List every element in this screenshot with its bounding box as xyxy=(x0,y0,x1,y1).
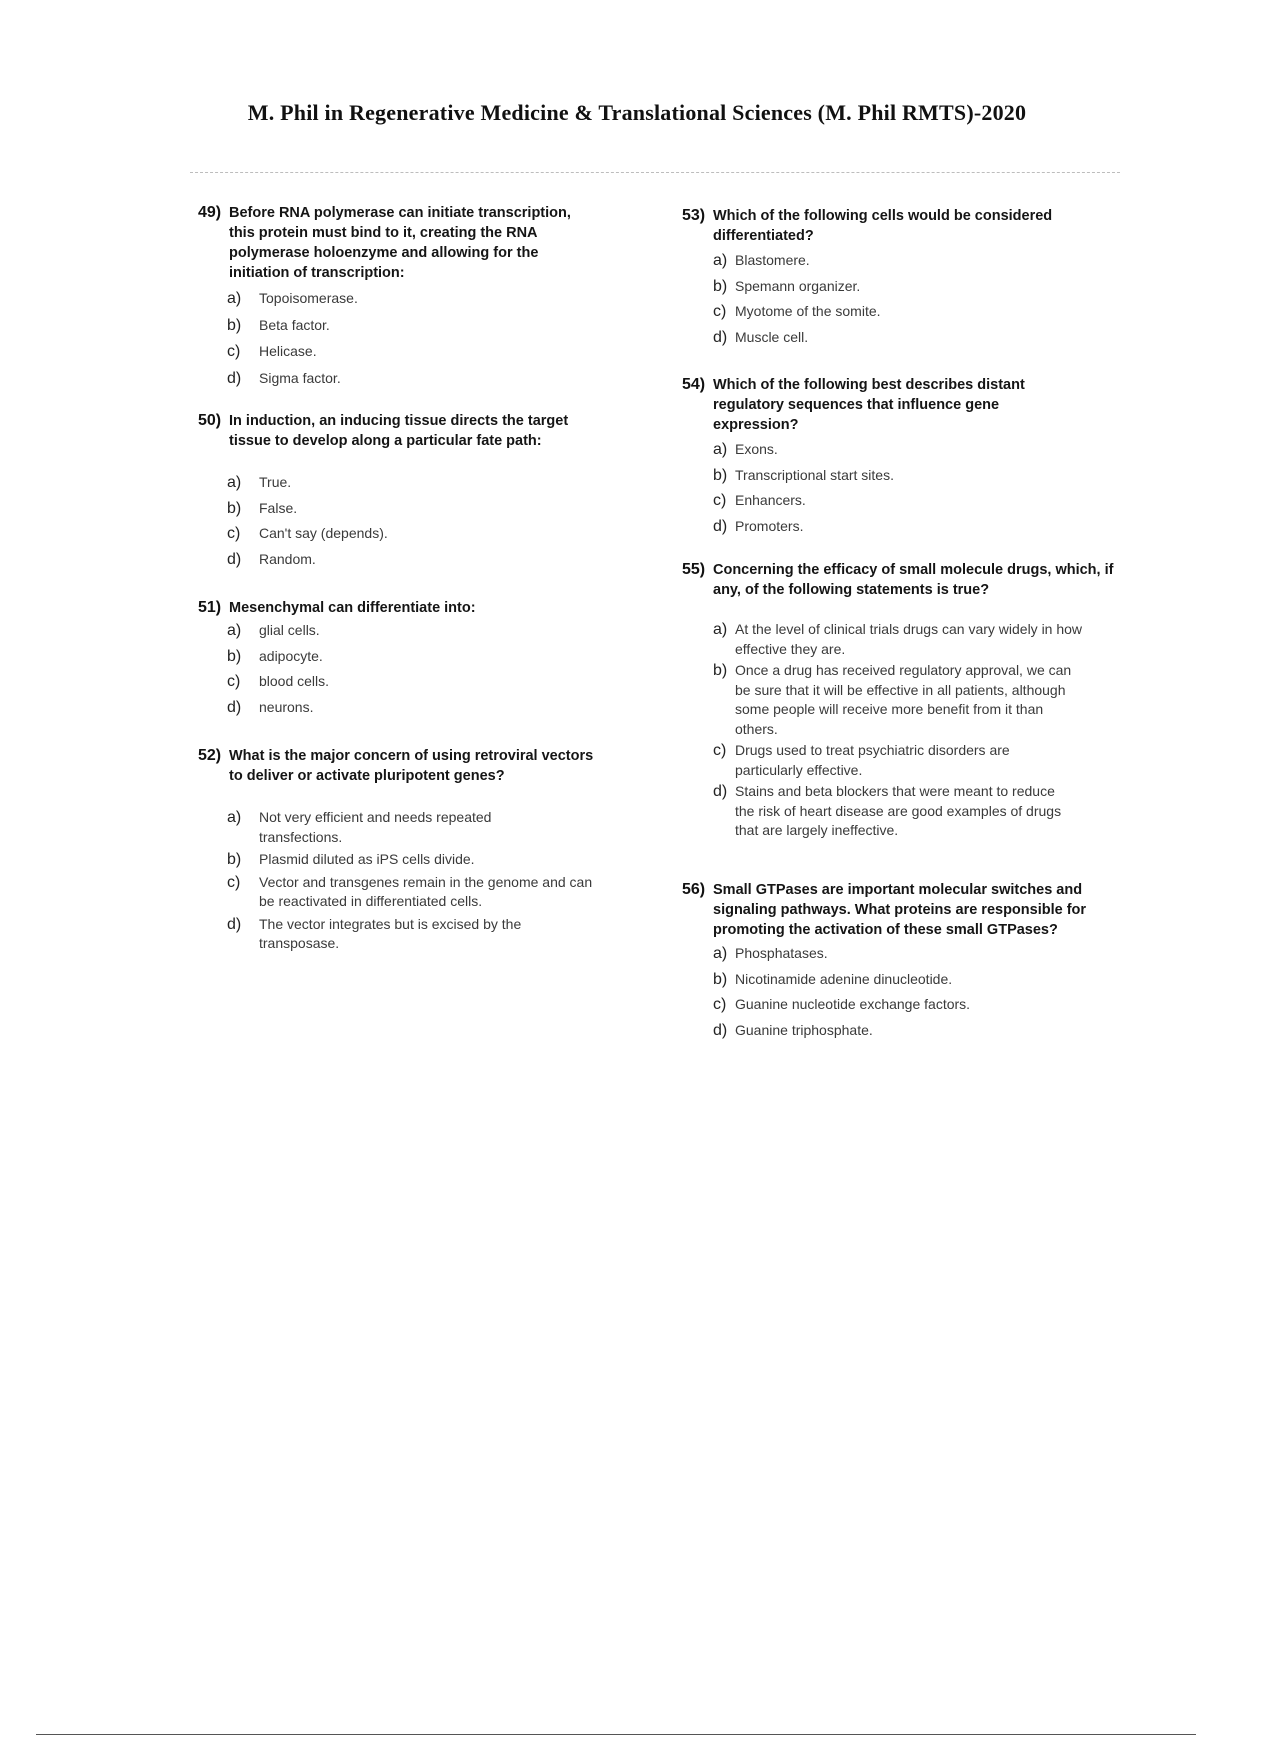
option-letter: c) xyxy=(713,996,727,1013)
option-letter: c) xyxy=(227,873,241,891)
option-text: True. xyxy=(259,474,292,490)
option-letter: b) xyxy=(227,851,242,868)
option-text: Vector and transgenes remain in the genome and can be reactivated in differentiated cells. xyxy=(259,873,593,909)
option-letter: c) xyxy=(227,525,241,542)
question-50 xyxy=(198,411,618,569)
option-letter: d) xyxy=(713,328,728,346)
option-b[interactable] xyxy=(227,316,618,336)
option-letter: a) xyxy=(713,621,728,638)
header-divider xyxy=(190,172,1120,173)
option-letter: a) xyxy=(713,945,728,962)
option-letter: a) xyxy=(227,809,242,826)
option-letter: c) xyxy=(713,303,727,320)
question-text: Mesenchymal can differentiate into: xyxy=(229,600,476,616)
option-letter: a) xyxy=(227,474,242,491)
option-c[interactable] xyxy=(227,524,618,544)
option-c[interactable] xyxy=(227,672,618,692)
question-53 xyxy=(682,206,1122,347)
option-letter: c) xyxy=(227,673,241,690)
footer-divider xyxy=(36,1734,1196,1735)
option-d[interactable] xyxy=(713,1021,1122,1041)
option-d[interactable] xyxy=(713,782,1122,841)
option-b[interactable] xyxy=(227,499,618,519)
question-text: Small GTPases are important molecular switches and signaling pathways. What proteins are responsible for promoting the activation of these small GTPases? xyxy=(713,882,1087,938)
option-text: Guanine nucleotide exchange factors. xyxy=(735,996,971,1012)
question-text: Which of the following cells would be considered differentiated? xyxy=(713,208,1053,244)
option-list xyxy=(682,944,1122,1040)
option-letter: d) xyxy=(713,517,728,535)
question-text: What is the major concern of using retroviral vectors to deliver or activate pluripotent genes? xyxy=(229,748,594,784)
question-number: 56) xyxy=(682,881,706,898)
option-text: Promoters. xyxy=(735,517,804,534)
option-letter: a) xyxy=(227,622,242,639)
option-letter: d) xyxy=(227,698,242,716)
page-title: M. Phil in Regenerative Medicine & Translational Sciences (M. Phil RMTS)-2020 xyxy=(247,100,1027,125)
option-letter: a) xyxy=(227,290,242,307)
option-text: Stains and beta blockers that were meant to reduce the risk of heart disease are good examples of drugs that are largely ineffective. xyxy=(735,783,1062,838)
option-text: Phosphatases. xyxy=(735,945,828,961)
option-list xyxy=(682,620,1122,841)
option-text: Transcriptional start sites. xyxy=(735,466,894,483)
option-d[interactable] xyxy=(713,328,1122,348)
option-list xyxy=(682,440,1122,536)
option-text: Muscle cell. xyxy=(735,328,809,345)
option-list xyxy=(682,251,1122,347)
option-list xyxy=(198,621,618,717)
question-number: 55) xyxy=(682,561,706,578)
question-text: In induction, an inducing tissue directs the target tissue to develop along a particular fate path: xyxy=(229,413,569,449)
option-c[interactable] xyxy=(713,491,1122,511)
option-a[interactable] xyxy=(713,251,1122,271)
option-letter: b) xyxy=(713,662,728,679)
option-text: Drugs used to treat psychiatric disorders are particularly effective. xyxy=(735,742,1010,778)
option-a[interactable] xyxy=(227,473,618,493)
question-text: Which of the following best describes distant regulatory sequences that influence gene expression? xyxy=(713,377,1025,433)
option-d[interactable] xyxy=(227,915,618,954)
option-a[interactable] xyxy=(227,621,618,641)
option-list xyxy=(198,473,618,569)
option-a[interactable] xyxy=(713,440,1122,460)
option-text: Beta factor. xyxy=(259,316,330,333)
option-c[interactable] xyxy=(713,995,1122,1015)
option-letter: c) xyxy=(713,742,727,759)
option-text: Myotome of the somite. xyxy=(735,303,881,319)
option-d[interactable] xyxy=(227,550,618,570)
option-text: Once a drug has received regulatory approval, we can be sure that it will be effective in all patients, although some people will receive more benefit from it than others. xyxy=(735,662,1072,737)
option-list xyxy=(198,289,618,388)
option-letter: b) xyxy=(713,466,728,484)
option-c[interactable] xyxy=(227,873,618,912)
question-51 xyxy=(198,598,618,717)
question-49 xyxy=(198,203,618,388)
option-a[interactable] xyxy=(227,289,618,309)
option-letter: d) xyxy=(713,1021,728,1039)
option-text: False. xyxy=(259,499,298,516)
option-c[interactable] xyxy=(713,741,1122,780)
question-54 xyxy=(682,375,1122,536)
option-letter: d) xyxy=(227,915,242,933)
option-text: Guanine triphosphate. xyxy=(735,1021,873,1038)
question-56 xyxy=(682,880,1122,1040)
option-b[interactable] xyxy=(227,647,618,667)
option-text: Spemann organizer. xyxy=(735,277,861,294)
option-text: Sigma factor. xyxy=(259,369,341,386)
question-number: 49) xyxy=(198,204,222,221)
option-list xyxy=(198,808,618,954)
question-number: 50) xyxy=(198,412,222,429)
option-text: The vector integrates but is excised by the transposase. xyxy=(259,915,522,951)
option-a[interactable] xyxy=(713,620,1122,659)
question-55 xyxy=(682,560,1122,841)
option-d[interactable] xyxy=(713,517,1122,537)
option-letter: b) xyxy=(227,647,242,665)
option-text: Blastomere. xyxy=(735,252,810,268)
option-b[interactable] xyxy=(713,277,1122,297)
option-letter: c) xyxy=(227,343,241,360)
option-letter: d) xyxy=(227,369,242,387)
option-text: Exons. xyxy=(735,441,778,457)
option-letter: d) xyxy=(227,550,242,568)
option-text: At the level of clinical trials drugs can vary widely in how effective they are. xyxy=(735,621,1083,657)
option-letter: b) xyxy=(227,499,242,517)
option-letter: a) xyxy=(713,441,728,458)
option-text: Random. xyxy=(259,550,316,567)
option-text: Topoisomerase. xyxy=(259,290,358,306)
option-letter: b) xyxy=(713,970,728,988)
option-letter: c) xyxy=(713,492,727,509)
option-letter: d) xyxy=(713,783,728,800)
option-a[interactable] xyxy=(713,944,1122,964)
option-text: Nicotinamide adenine dinucleotide. xyxy=(735,970,953,987)
question-text: Before RNA polymerase can initiate transcription, this protein must bind to it, creating the RNA polymerase holoenzyme and allowing for the initiation of transcription: xyxy=(229,205,571,281)
option-letter: b) xyxy=(713,277,728,295)
option-b[interactable] xyxy=(227,850,618,870)
option-text: glial cells. xyxy=(259,622,320,638)
question-number: 53) xyxy=(682,207,706,224)
option-text: neurons. xyxy=(259,698,314,715)
option-text: Enhancers. xyxy=(735,492,806,508)
option-b[interactable] xyxy=(713,970,1122,990)
option-text: Plasmid diluted as iPS cells divide. xyxy=(259,851,475,867)
option-text: Helicase. xyxy=(259,343,317,359)
option-letter: b) xyxy=(227,316,242,334)
option-text: Can't say (depends). xyxy=(259,525,388,541)
option-c[interactable] xyxy=(713,302,1122,322)
question-number: 52) xyxy=(198,747,222,764)
option-b[interactable] xyxy=(713,661,1122,739)
option-b[interactable] xyxy=(713,466,1122,486)
option-text: blood cells. xyxy=(259,673,330,689)
option-d[interactable] xyxy=(227,369,618,389)
option-text: Not very efficient and needs repeated transfections. xyxy=(259,809,492,845)
question-number: 54) xyxy=(682,376,706,393)
question-text: Concerning the efficacy of small molecule drugs, which, if any, of the following statements is true? xyxy=(713,562,1114,598)
option-text: adipocyte. xyxy=(259,647,323,664)
question-number: 51) xyxy=(198,599,222,616)
option-letter: a) xyxy=(713,252,728,269)
option-d[interactable] xyxy=(227,698,618,718)
option-a[interactable] xyxy=(227,808,618,847)
option-c[interactable] xyxy=(227,342,618,362)
question-52 xyxy=(198,746,618,954)
